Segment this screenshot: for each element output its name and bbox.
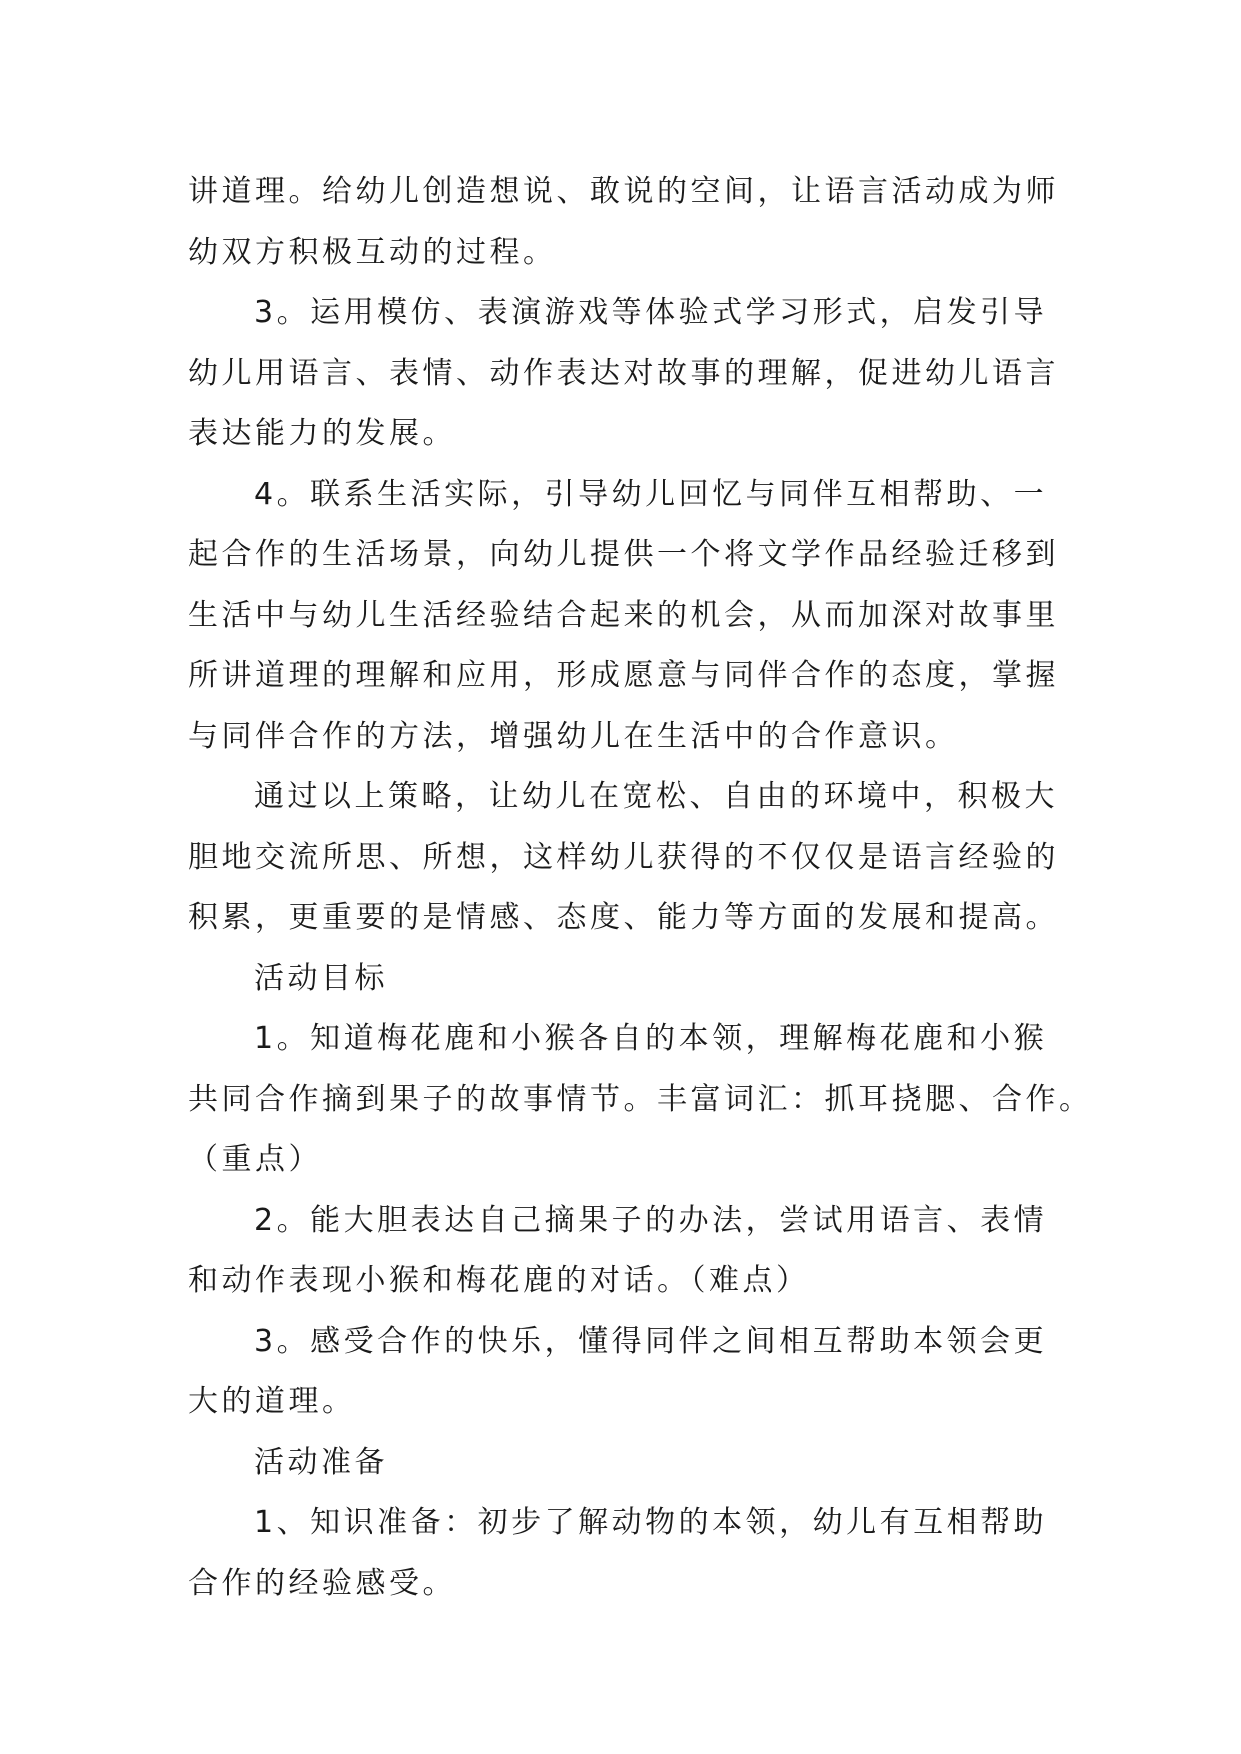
section-heading-activity-preparation: 活动准备 [254,1444,388,1480]
text-line: （重点） [188,1142,322,1177]
text-line: 讲道理。给幼儿创造想说、敢说的空间，让语言活动成为师 [188,174,1059,209]
text-line: 合作的经验感受。 [188,1565,456,1601]
text-line: 积累，更重要的是情感、态度、能力等方面的发展和提高。 [188,900,1059,935]
body-text [188,162,1093,1614]
text-line: 幼儿用语言、表情、动作表达对故事的理解，促进幼儿语言 [188,355,1059,391]
text-line: 表达能力的发展。 [188,416,456,451]
text-line: 1。知道梅花鹿和小猴各自的本领，理解梅花鹿和小猴 [254,1021,1048,1056]
section-heading-activity-goals: 活动目标 [254,960,388,996]
text-line: 1、知识准备：初步了解动物的本领，幼儿有互相帮助 [254,1505,1048,1540]
text-line: 起合作的生活场景，向幼儿提供一个将文学作品经验迁移到 [188,537,1059,572]
text-line: 生活中与幼儿生活经验结合起来的机会，从而加深对故事里 [188,597,1059,633]
text-line: 2。能大胆表达自己摘果子的办法，尝试用语言、表情 [254,1202,1048,1238]
text-line: 所讲道理的理解和应用，形成愿意与同伴合作的态度，掌握 [188,658,1059,693]
text-line: 与同伴合作的方法，增强幼儿在生活中的合作意识。 [188,718,959,754]
text-line: 胆地交流所思、所想，这样幼儿获得的不仅仅是语言经验的 [188,839,1059,875]
text-line: 共同合作摘到果子的故事情节。丰富词汇：抓耳挠腮、合作。 [188,1081,1093,1117]
text-line: 和动作表现小猴和梅花鹿的对话。（难点） [188,1263,810,1298]
text-line: 大的道理。 [188,1384,356,1419]
text-line: 3。感受合作的快乐，懂得同伴之间相互帮助本领会更 [254,1323,1048,1359]
text-line: 3。运用模仿、表演游戏等体验式学习形式，启发引导 [254,295,1048,330]
text-line: 通过以上策略，让幼儿在宽松、自由的环境中，积极大 [254,779,1058,814]
text-line: 幼双方积极互动的过程。 [188,234,557,270]
text-line: 4。联系生活实际，引导幼儿回忆与同伴互相帮助、一 [254,476,1048,512]
